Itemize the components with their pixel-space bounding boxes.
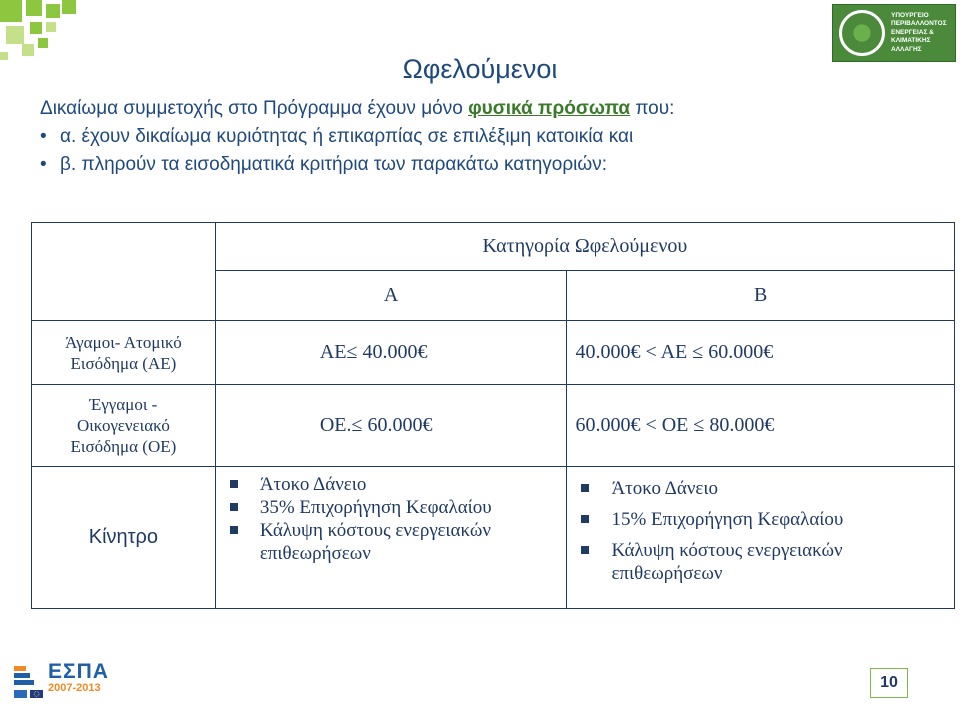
- bullet-item: • α. έχουν δικαίωμα κυριότητας ή επικαρπίας σε επιλέξιμη κατοικία και: [40, 126, 634, 147]
- beneficiary-table: [31, 222, 955, 609]
- list-item: 15% Επιχορήγηση Κεφαλαίου: [581, 504, 954, 535]
- list-item: Άτοκο Δάνειο: [581, 473, 954, 504]
- square-bullet-icon: [230, 480, 238, 488]
- ministry-emblem-icon: [839, 10, 885, 56]
- column-header-b: Β: [567, 271, 955, 321]
- list-item: Κάλυψη κόστους ενεργειακών επιθεωρήσεων: [230, 519, 567, 565]
- square-bullet-icon: [230, 503, 238, 511]
- cell-married-a: ΟΕ.≤ 60.000€: [215, 385, 567, 467]
- cell-single-a: ΑΕ≤ 40.000€: [215, 321, 567, 385]
- row-label-incentive: Κίνητρο: [32, 467, 216, 609]
- ministry-logo-text: ΥΠΟΥΡΓΕΙΟ ΠΕΡΙΒΑΛΛΟΝΤΟΣ ΕΝΕΡΓΕΙΑΣ & ΚΛΙΜΑΤΙΚΗΣ ΑΛΛΑΓΗΣ: [891, 11, 947, 53]
- list-item: Κάλυψη κόστους ενεργειακών επιθεωρήσεων: [581, 535, 954, 585]
- column-header-a: Α: [215, 271, 567, 321]
- square-bullet-icon: [230, 526, 238, 534]
- row-label-single: Άγαμοι- Ατομικό Εισόδημα (ΑΕ): [32, 321, 216, 385]
- cell-incentive-a: [215, 467, 567, 609]
- cell-incentive-b: [567, 467, 955, 609]
- square-bullet-icon: [581, 484, 589, 492]
- list-item: 35% Επιχορήγηση Κεφαλαίου: [230, 496, 567, 519]
- cell-married-b: 60.000€ < ΟΕ ≤ 80.000€: [567, 385, 955, 467]
- square-bullet-icon: [581, 515, 589, 523]
- cell-single-b: 40.000€ < ΑΕ ≤ 60.000€: [567, 321, 955, 385]
- intro-highlight: φυσικά πρόσωπα: [468, 98, 631, 119]
- flags-icon: [14, 690, 44, 698]
- category-header: Κατηγορία Ωφελούμενου: [215, 223, 954, 271]
- table-corner: [32, 223, 216, 321]
- square-bullet-icon: [581, 546, 589, 554]
- intro-text: Δικαίωμα συμμετοχής στο Πρόγραμμα έχουν μόνο φυσικά πρόσωπα που:: [40, 98, 675, 119]
- list-item: Άτοκο Δάνειο: [230, 473, 567, 496]
- page-number: 10: [870, 668, 908, 698]
- bullet-item: • β. πληρούν τα εισοδηματικά κριτήρια των παρακάτω κατηγοριών:: [40, 154, 608, 175]
- page-title: Ωφελούμενοι: [402, 54, 558, 84]
- espa-logo: ΕΣΠΑ 2007-2013: [14, 660, 124, 700]
- espa-symbol-icon: [14, 664, 42, 686]
- row-label-married: Έγγαμοι - Οικογενειακό Εισόδημα (ΟΕ): [32, 385, 216, 467]
